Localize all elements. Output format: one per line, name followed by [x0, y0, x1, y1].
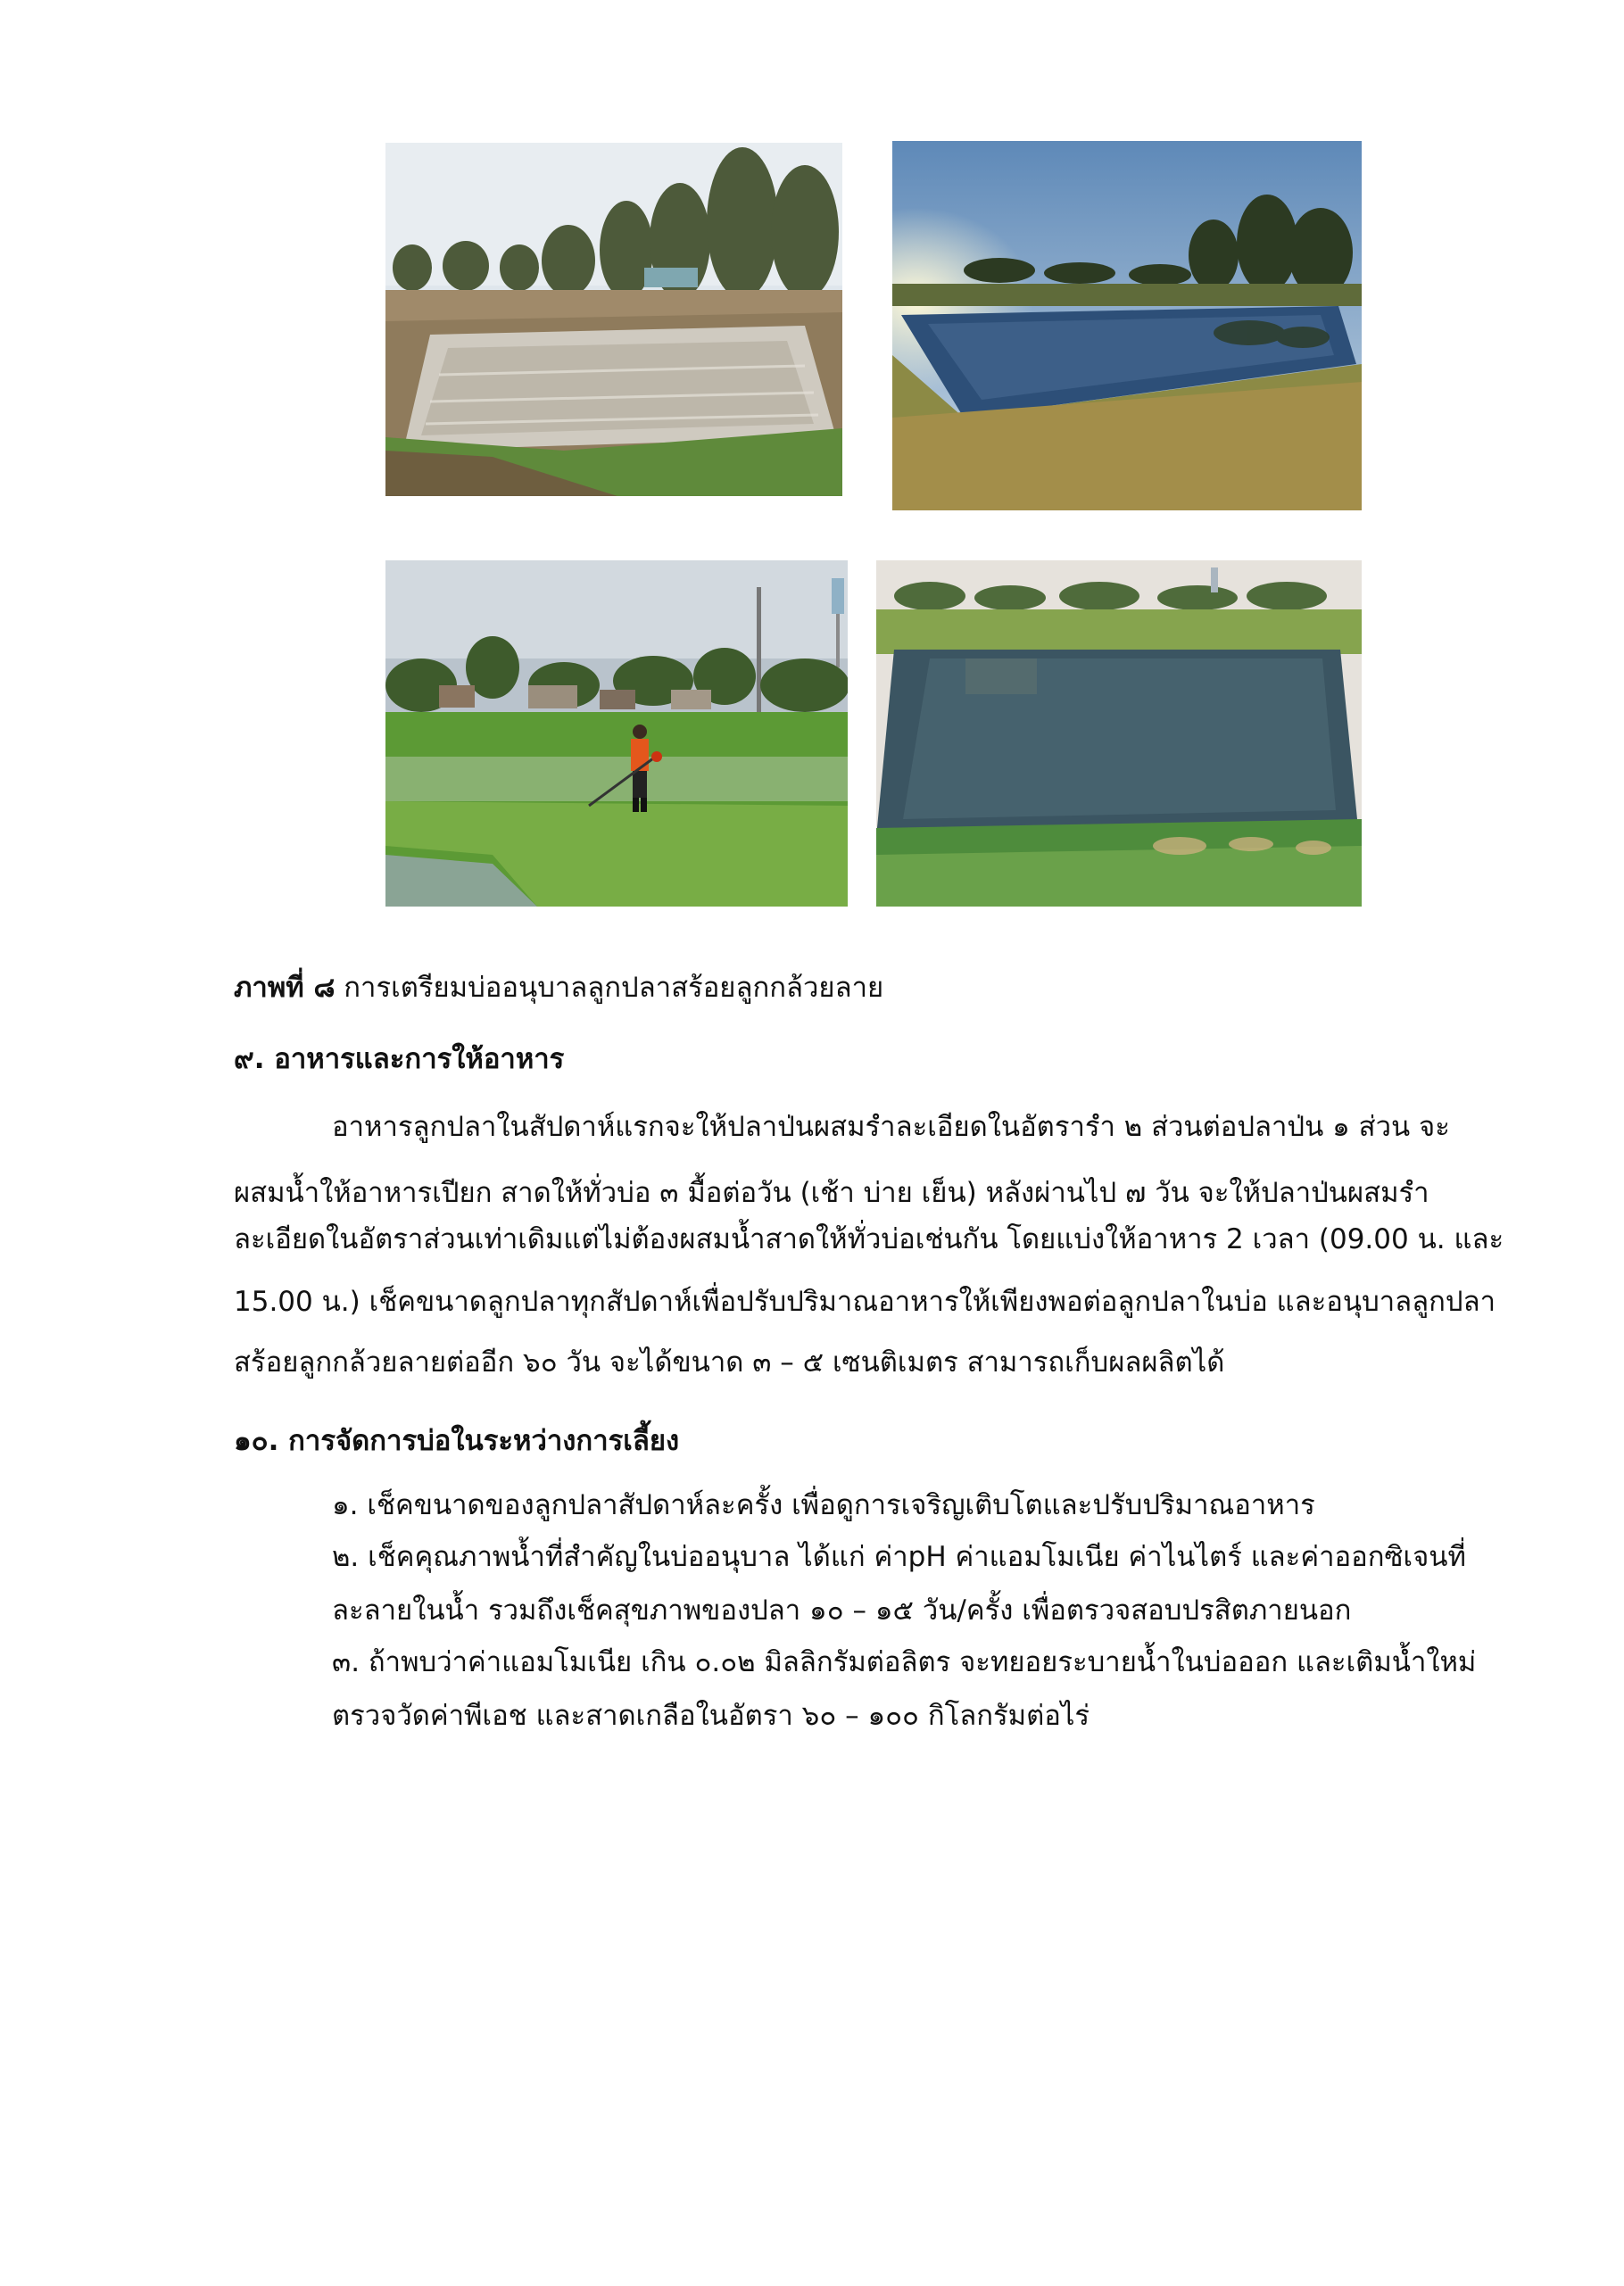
section-9-line-1: อาหารลูกปลาในสัปดาห์แรกจะให้ปลาป่นผสมรำละเอียดในอัตรารำ ๒ ส่วนต่อปลาป่น ๑ ส่วน จะ	[332, 1111, 1450, 1143]
figure-caption	[234, 971, 883, 1006]
section-10-line-1: ๑. เช็คขนาดของลูกปลาสัปดาห์ละครั้ง เพื่อดูการเจริญเติบโตและปรับปริมาณอาหาร	[332, 1489, 1315, 1521]
section-9-line-2: ผสมน้ำให้อาหารเปียก สาดให้ทั่วบ่อ ๓ มื้อต่อวัน (เช้า บ่าย เย็น) หลังผ่านไป ๗ วัน จะให้ปลาป่นผสมรำ	[234, 1177, 1429, 1209]
section-10-heading: ๑๐. การจัดการบ่อในระหว่างการเลี้ยง	[234, 1425, 680, 1457]
section-9-line-3: ละเอียดในอัตราส่วนเท่าเดิมแต่ไม่ต้องผสมน้ำสาดให้ทั่วบ่อเช่นกัน โดยแบ่งให้อาหาร 2 เวลา (09.00 น. และ	[234, 1223, 1504, 1255]
caption-text: การเตรียมบ่ออนุบาลลูกปลาสร้อยลูกกล้วยลาย	[344, 972, 884, 1004]
filled-pond-sunrise-photo	[892, 141, 1362, 510]
section-9-heading: ๙. อาหารและการให้อาหาร	[234, 1043, 565, 1075]
section-9-line-4: 15.00 น.) เช็คขนาดลูกปลาทุกสัปดาห์เพื่อปรับปริมาณอาหารให้เพียงพอต่อลูกปลาในบ่อ และอนุบาลลูกปลา	[234, 1286, 1496, 1318]
section-10-line-5: ตรวจวัดค่าพีเอช และสาดเกลือในอัตรา ๖๐ – ๑๐๐ กิโลกรัมต่อไร่	[332, 1700, 1090, 1732]
section-10-line-3: ละลายในน้ำ รวมถึงเช็คสุขภาพของปลา ๑๐ – ๑๕ วัน/ครั้ง เพื่อตรวจสอบปรสิตภายนอก	[332, 1594, 1352, 1627]
section-10-line-2: ๒. เช็คคุณภาพน้ำที่สำคัญในบ่ออนุบาล ได้แก่ ค่าpH ค่าแอมโมเนีย ค่าไนไตร์ และค่าออกซิเจนที่	[332, 1541, 1466, 1573]
section-10-line-4: ๓. ถ้าพบว่าค่าแอมโมเนีย เกิน ๐.๐๒ มิลลิกรัมต่อลิตร จะทยอยระบายน้ำในบ่อออก และเติมน้ำใหม่	[332, 1646, 1477, 1678]
grass-cutting-photo	[385, 560, 848, 907]
filled-pond-photo	[876, 560, 1362, 907]
caption-label: ภาพที่ ๘	[234, 972, 336, 1004]
drained-pond-photo	[385, 143, 842, 496]
section-9-line-5: สร้อยลูกกล้วยลายต่ออีก ๖๐ วัน จะได้ขนาด ๓ – ๕ เซนติเมตร สามารถเก็บผลผลิตได้	[234, 1346, 1225, 1379]
